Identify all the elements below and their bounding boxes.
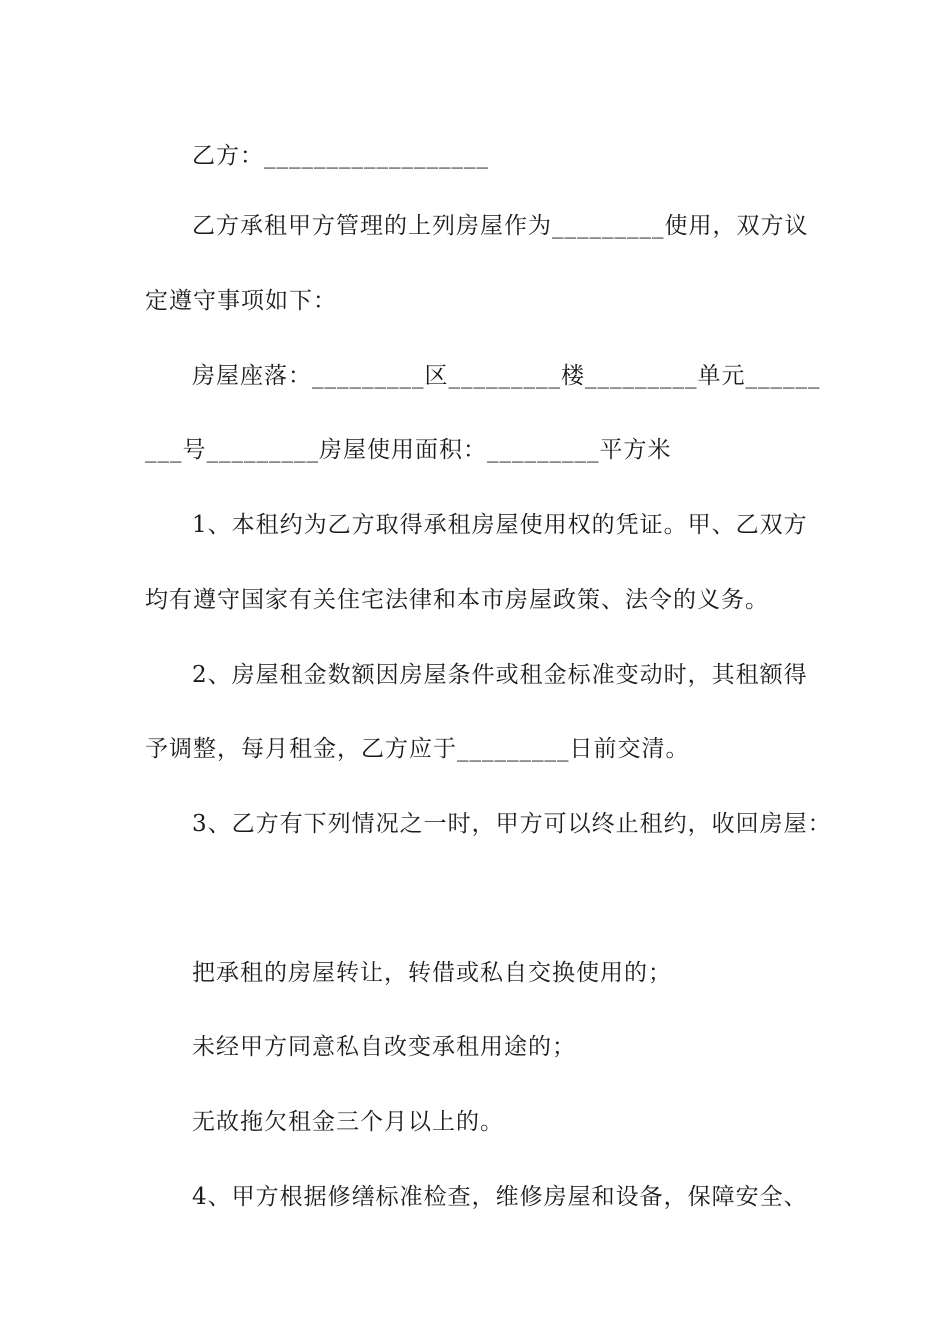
clause-3-item: 把承租的房屋转让，转借或私自交换使用的；	[192, 960, 672, 986]
clause-1-line: 均有遵守国家有关住宅法律和本市房屋政策、法令的义务。	[145, 587, 769, 613]
clause-3-item: 无故拖欠租金三个月以上的。	[192, 1109, 504, 1135]
clause-4-line: 4、甲方根据修缮标准检查，维修房屋和设备，保障安全、	[192, 1184, 808, 1210]
clause-2-line: 2、房屋租金数额因房屋条件或租金标准变动时，其租额得	[192, 662, 808, 688]
clause-3-item: 未经甲方同意私自改变承租用途的；	[192, 1034, 576, 1060]
party-b-line: 乙方：__________________	[192, 143, 489, 169]
clause-3-line: 3、乙方有下列情况之一时，甲方可以终止租约，收回房屋：	[192, 811, 832, 837]
clause-1-line: 1、本租约为乙方取得承租房屋使用权的凭证。甲、乙双方	[192, 512, 808, 538]
paragraph-line: 乙方承租甲方管理的上列房屋作为_________使用，双方议	[192, 213, 809, 239]
property-area-line: ___号_________房屋使用面积：_________平方米	[145, 437, 672, 463]
property-location-line: 房屋座落：_________区_________楼_________单元______	[192, 363, 821, 389]
clause-2-line: 予调整，每月租金，乙方应于_________日前交清。	[145, 736, 690, 762]
paragraph-line: 定遵守事项如下：	[145, 288, 337, 314]
